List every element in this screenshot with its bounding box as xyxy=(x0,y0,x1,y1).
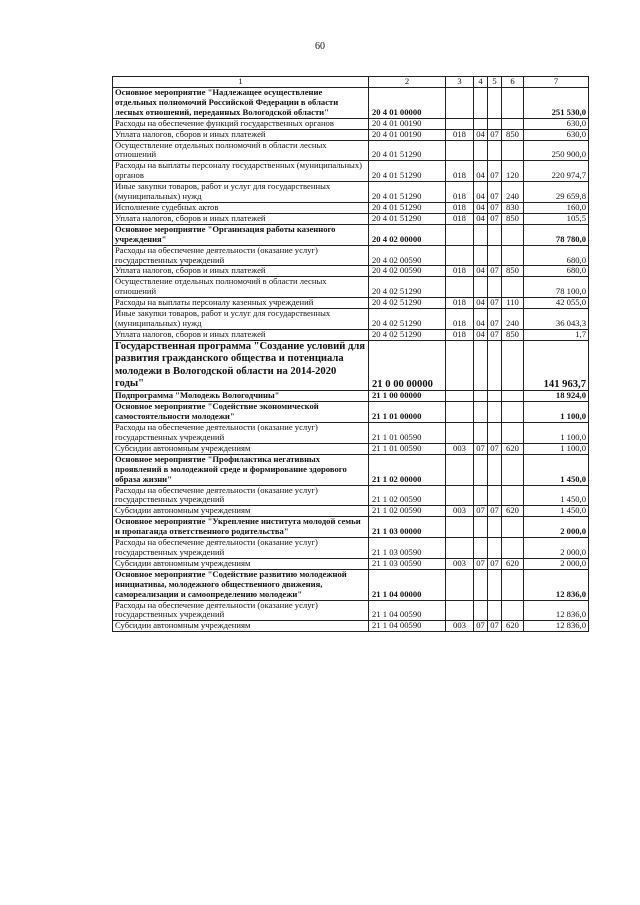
column-number: 3 xyxy=(446,77,474,88)
amount: 78 100,0 xyxy=(524,277,589,298)
section-code: 04 xyxy=(474,129,488,140)
target-article-code: 21 1 02 00590 xyxy=(369,506,446,517)
amount: 220 974,7 xyxy=(524,161,589,182)
section-code xyxy=(474,485,488,506)
amount: 630,0 xyxy=(524,118,589,129)
target-article-code: 20 4 02 00000 xyxy=(369,224,446,245)
expense-type-code xyxy=(502,391,524,402)
expense-type-code: 240 xyxy=(502,182,524,203)
table-row xyxy=(113,329,589,340)
ministry-code: 018 xyxy=(446,182,474,203)
target-article-code: 20 4 02 51290 xyxy=(369,329,446,340)
table-row xyxy=(113,129,589,140)
target-article-code: 21 1 01 00590 xyxy=(369,423,446,444)
expense-type-code xyxy=(502,485,524,506)
ministry-code xyxy=(446,224,474,245)
table-row xyxy=(113,402,589,423)
item-name: Основное мероприятие "Содействие развитию молодежной инициативы, молодежного общественного движения, самореализации и самоопределению молодежи" xyxy=(113,569,369,600)
target-article-code: 21 1 02 00000 xyxy=(369,454,446,485)
table-row xyxy=(113,298,589,309)
section-code: 07 xyxy=(474,443,488,454)
table-row xyxy=(113,391,589,402)
section-code: 04 xyxy=(474,329,488,340)
section-code xyxy=(474,340,488,391)
section-code xyxy=(474,391,488,402)
item-name: Расходы на обеспечение деятельности (оказание услуг) государственных учреждений xyxy=(113,538,369,559)
expense-type-code: 850 xyxy=(502,266,524,277)
target-article-code: 20 4 01 51290 xyxy=(369,161,446,182)
expense-type-code xyxy=(502,538,524,559)
target-article-code: 21 1 03 00590 xyxy=(369,538,446,559)
subsection-code xyxy=(488,454,502,485)
section-code xyxy=(474,224,488,245)
section-code xyxy=(474,454,488,485)
subsection-code xyxy=(488,140,502,161)
section-code xyxy=(474,140,488,161)
item-name: Расходы на обеспечение деятельности (оказание услуг) государственных учреждений xyxy=(113,485,369,506)
subsection-code: 07 xyxy=(488,506,502,517)
section-code: 04 xyxy=(474,309,488,330)
ministry-code xyxy=(446,118,474,129)
item-name: Исполнение судебных актов xyxy=(113,202,369,213)
amount: 251 530,0 xyxy=(524,88,589,119)
table-row xyxy=(113,277,589,298)
ministry-code: 018 xyxy=(446,298,474,309)
ministry-code xyxy=(446,485,474,506)
amount: 1 450,0 xyxy=(524,485,589,506)
target-article-code: 21 1 02 00590 xyxy=(369,485,446,506)
expense-type-code: 850 xyxy=(502,213,524,224)
section-code: 07 xyxy=(474,506,488,517)
target-article-code: 21 1 04 00590 xyxy=(369,600,446,621)
ministry-code xyxy=(446,517,474,538)
subsection-code: 07 xyxy=(488,329,502,340)
ministry-code: 003 xyxy=(446,558,474,569)
section-code xyxy=(474,118,488,129)
target-article-code: 20 4 01 00190 xyxy=(369,118,446,129)
target-article-code: 20 4 01 51290 xyxy=(369,182,446,203)
section-code: 07 xyxy=(474,558,488,569)
table-row xyxy=(113,202,589,213)
table-row xyxy=(113,224,589,245)
amount: 160,0 xyxy=(524,202,589,213)
subsection-code xyxy=(488,569,502,600)
column-number: 4 xyxy=(474,77,488,88)
subsection-code xyxy=(488,485,502,506)
expense-type-code xyxy=(502,277,524,298)
section-code: 04 xyxy=(474,213,488,224)
table-row xyxy=(113,309,589,330)
subsection-code: 07 xyxy=(488,621,502,632)
table-row xyxy=(113,558,589,569)
item-name: Подпрограмма "Молодежь Вологодчины" xyxy=(113,391,369,402)
amount: 1,7 xyxy=(524,329,589,340)
item-name: Расходы на обеспечение деятельности (оказание услуг) государственных учреждений xyxy=(113,600,369,621)
table-row xyxy=(113,423,589,444)
column-number: 1 xyxy=(113,77,369,88)
subsection-code: 07 xyxy=(488,298,502,309)
expense-type-code: 620 xyxy=(502,506,524,517)
amount: 2 000,0 xyxy=(524,558,589,569)
item-name: Иные закупки товаров, работ и услуг для государственных (муниципальных) нужд xyxy=(113,182,369,203)
amount: 250 900,0 xyxy=(524,140,589,161)
target-article-code: 20 4 02 51290 xyxy=(369,309,446,330)
section-code: 04 xyxy=(474,182,488,203)
amount: 1 450,0 xyxy=(524,506,589,517)
target-article-code: 21 1 04 00590 xyxy=(369,621,446,632)
expense-type-code: 830 xyxy=(502,202,524,213)
amount: 141 963,7 xyxy=(524,340,589,391)
item-name: Расходы на обеспечение функций государственных органов xyxy=(113,118,369,129)
ministry-code xyxy=(446,391,474,402)
amount: 1 100,0 xyxy=(524,402,589,423)
amount: 29 659,8 xyxy=(524,182,589,203)
item-name: Субсидии автономным учреждениям xyxy=(113,506,369,517)
item-name: Основное мероприятие "Надлежащее осуществление отдельных полномочий Российской Федерации в области лесных отношений, переданных Вологодской области" xyxy=(113,88,369,119)
column-number: 5 xyxy=(488,77,502,88)
expense-type-code: 120 xyxy=(502,161,524,182)
item-name: Иные закупки товаров, работ и услуг для государственных (муниципальных) нужд xyxy=(113,309,369,330)
item-name: Осуществление отдельных полномочий в области лесных отношений xyxy=(113,140,369,161)
section-code xyxy=(474,245,488,266)
table-row xyxy=(113,140,589,161)
expense-type-code: 620 xyxy=(502,621,524,632)
subsection-code: 07 xyxy=(488,558,502,569)
expense-type-code: 850 xyxy=(502,129,524,140)
target-article-code: 21 1 03 00590 xyxy=(369,558,446,569)
target-article-code: 20 4 02 51290 xyxy=(369,298,446,309)
subsection-code: 07 xyxy=(488,202,502,213)
amount: 12 836,0 xyxy=(524,569,589,600)
amount: 1 100,0 xyxy=(524,443,589,454)
amount: 680,0 xyxy=(524,245,589,266)
expense-type-code xyxy=(502,140,524,161)
table-row xyxy=(113,88,589,119)
table-row xyxy=(113,600,589,621)
target-article-code: 20 4 01 51290 xyxy=(369,213,446,224)
section-code xyxy=(474,569,488,600)
section-code: 07 xyxy=(474,621,488,632)
item-name: Расходы на обеспечение деятельности (оказание услуг) государственных учреждений xyxy=(113,245,369,266)
subsection-code: 07 xyxy=(488,266,502,277)
item-name: Основное мероприятие "Профилактика негативных проявлений в молодежной среде и формирование здорового образа жизни" xyxy=(113,454,369,485)
subsection-code xyxy=(488,538,502,559)
expense-type-code xyxy=(502,340,524,391)
item-name: Уплата налогов, сборов и иных платежей xyxy=(113,329,369,340)
ministry-code xyxy=(446,245,474,266)
expense-type-code: 240 xyxy=(502,309,524,330)
column-number-row xyxy=(113,77,589,88)
budget-table xyxy=(112,76,589,632)
item-name: Уплата налогов, сборов и иных платежей xyxy=(113,129,369,140)
target-article-code: 21 0 00 00000 xyxy=(369,340,446,391)
ministry-code: 018 xyxy=(446,266,474,277)
table-row xyxy=(113,621,589,632)
ministry-code xyxy=(446,140,474,161)
amount: 680,0 xyxy=(524,266,589,277)
subsection-code: 07 xyxy=(488,443,502,454)
subsection-code xyxy=(488,423,502,444)
ministry-code xyxy=(446,569,474,600)
table-row xyxy=(113,118,589,129)
target-article-code: 21 1 00 00000 xyxy=(369,391,446,402)
subsection-code xyxy=(488,118,502,129)
subsection-code xyxy=(488,391,502,402)
ministry-code: 018 xyxy=(446,213,474,224)
item-name: Субсидии автономным учреждениям xyxy=(113,443,369,454)
table-row xyxy=(113,454,589,485)
ministry-code xyxy=(446,423,474,444)
ministry-code xyxy=(446,600,474,621)
subsection-code: 07 xyxy=(488,161,502,182)
section-code xyxy=(474,277,488,298)
ministry-code: 018 xyxy=(446,161,474,182)
expense-type-code xyxy=(502,423,524,444)
section-code xyxy=(474,538,488,559)
item-name: Уплата налогов, сборов и иных платежей xyxy=(113,266,369,277)
table-body xyxy=(113,88,589,632)
expense-type-code: 620 xyxy=(502,443,524,454)
amount: 105,5 xyxy=(524,213,589,224)
target-article-code: 20 4 01 51290 xyxy=(369,202,446,213)
item-name: Субсидии автономным учреждениям xyxy=(113,558,369,569)
expense-type-code xyxy=(502,517,524,538)
section-code xyxy=(474,600,488,621)
section-code: 04 xyxy=(474,161,488,182)
item-name: Расходы на выплаты персоналу казенных учреждений xyxy=(113,298,369,309)
expense-type-code: 110 xyxy=(502,298,524,309)
ministry-code: 003 xyxy=(446,443,474,454)
table-row xyxy=(113,485,589,506)
table-row xyxy=(113,213,589,224)
item-name: Основное мероприятие "Содействие экономической самостоятельности молодежи" xyxy=(113,402,369,423)
section-code xyxy=(474,517,488,538)
table-row xyxy=(113,340,589,391)
ministry-code: 003 xyxy=(446,621,474,632)
table-row xyxy=(113,569,589,600)
section-code xyxy=(474,88,488,119)
item-name: Основное мероприятие "Организация работы казенного учреждения" xyxy=(113,224,369,245)
expense-type-code xyxy=(502,88,524,119)
ministry-code xyxy=(446,538,474,559)
ministry-code xyxy=(446,88,474,119)
ministry-code: 018 xyxy=(446,202,474,213)
expense-type-code xyxy=(502,454,524,485)
table-row xyxy=(113,266,589,277)
target-article-code: 20 4 02 00590 xyxy=(369,266,446,277)
column-number: 6 xyxy=(502,77,524,88)
item-name: Государственная программа "Создание условий для развития гражданского общества и потенциала молодежи в Вологодской области на 2014-2020 годы" xyxy=(113,340,369,391)
table-row xyxy=(113,506,589,517)
column-number: 7 xyxy=(524,77,589,88)
expense-type-code xyxy=(502,245,524,266)
expense-type-code xyxy=(502,600,524,621)
target-article-code: 21 1 01 00000 xyxy=(369,402,446,423)
target-article-code: 20 4 02 51290 xyxy=(369,277,446,298)
section-code: 04 xyxy=(474,298,488,309)
column-number: 2 xyxy=(369,77,446,88)
subsection-code: 07 xyxy=(488,213,502,224)
amount: 12 836,0 xyxy=(524,600,589,621)
ministry-code: 018 xyxy=(446,329,474,340)
expense-type-code xyxy=(502,224,524,245)
expense-type-code xyxy=(502,402,524,423)
subsection-code xyxy=(488,402,502,423)
ministry-code: 018 xyxy=(446,309,474,330)
table-row xyxy=(113,443,589,454)
amount: 1 450,0 xyxy=(524,454,589,485)
amount: 2 000,0 xyxy=(524,538,589,559)
subsection-code xyxy=(488,600,502,621)
expense-type-code xyxy=(502,569,524,600)
amount: 12 836,0 xyxy=(524,621,589,632)
target-article-code: 20 4 01 00190 xyxy=(369,129,446,140)
ministry-code xyxy=(446,340,474,391)
subsection-code xyxy=(488,517,502,538)
target-article-code: 20 4 01 51290 xyxy=(369,140,446,161)
item-name: Уплата налогов, сборов и иных платежей xyxy=(113,213,369,224)
table-row xyxy=(113,517,589,538)
item-name: Субсидии автономным учреждениям xyxy=(113,621,369,632)
target-article-code: 21 1 03 00000 xyxy=(369,517,446,538)
subsection-code: 07 xyxy=(488,309,502,330)
subsection-code xyxy=(488,340,502,391)
amount: 42 055,0 xyxy=(524,298,589,309)
item-name: Расходы на выплаты персоналу государственных (муниципальных) органов xyxy=(113,161,369,182)
subsection-code xyxy=(488,88,502,119)
target-article-code: 20 4 01 00000 xyxy=(369,88,446,119)
ministry-code: 003 xyxy=(446,506,474,517)
table-row xyxy=(113,182,589,203)
subsection-code xyxy=(488,224,502,245)
item-name: Расходы на обеспечение деятельности (оказание услуг) государственных учреждений xyxy=(113,423,369,444)
amount: 78 780,0 xyxy=(524,224,589,245)
expense-type-code: 850 xyxy=(502,329,524,340)
subsection-code: 07 xyxy=(488,182,502,203)
amount: 36 043,3 xyxy=(524,309,589,330)
table-row xyxy=(113,161,589,182)
page-number: 60 xyxy=(315,41,325,52)
ministry-code: 018 xyxy=(446,129,474,140)
ministry-code xyxy=(446,277,474,298)
target-article-code: 20 4 02 00590 xyxy=(369,245,446,266)
ministry-code xyxy=(446,454,474,485)
target-article-code: 21 1 04 00000 xyxy=(369,569,446,600)
amount: 2 000,0 xyxy=(524,517,589,538)
section-code xyxy=(474,423,488,444)
section-code: 04 xyxy=(474,202,488,213)
amount: 630,0 xyxy=(524,129,589,140)
subsection-code xyxy=(488,245,502,266)
item-name: Основное мероприятие "Укрепление института молодой семьи и пропаганда ответственного родительства" xyxy=(113,517,369,538)
table-row xyxy=(113,538,589,559)
expense-type-code xyxy=(502,118,524,129)
section-code: 04 xyxy=(474,266,488,277)
target-article-code: 21 1 01 00590 xyxy=(369,443,446,454)
subsection-code: 07 xyxy=(488,129,502,140)
ministry-code xyxy=(446,402,474,423)
amount: 1 100,0 xyxy=(524,423,589,444)
section-code xyxy=(474,402,488,423)
amount: 18 924,0 xyxy=(524,391,589,402)
table-row xyxy=(113,245,589,266)
expense-type-code: 620 xyxy=(502,558,524,569)
item-name: Осуществление отдельных полномочий в области лесных отношений xyxy=(113,277,369,298)
subsection-code xyxy=(488,277,502,298)
